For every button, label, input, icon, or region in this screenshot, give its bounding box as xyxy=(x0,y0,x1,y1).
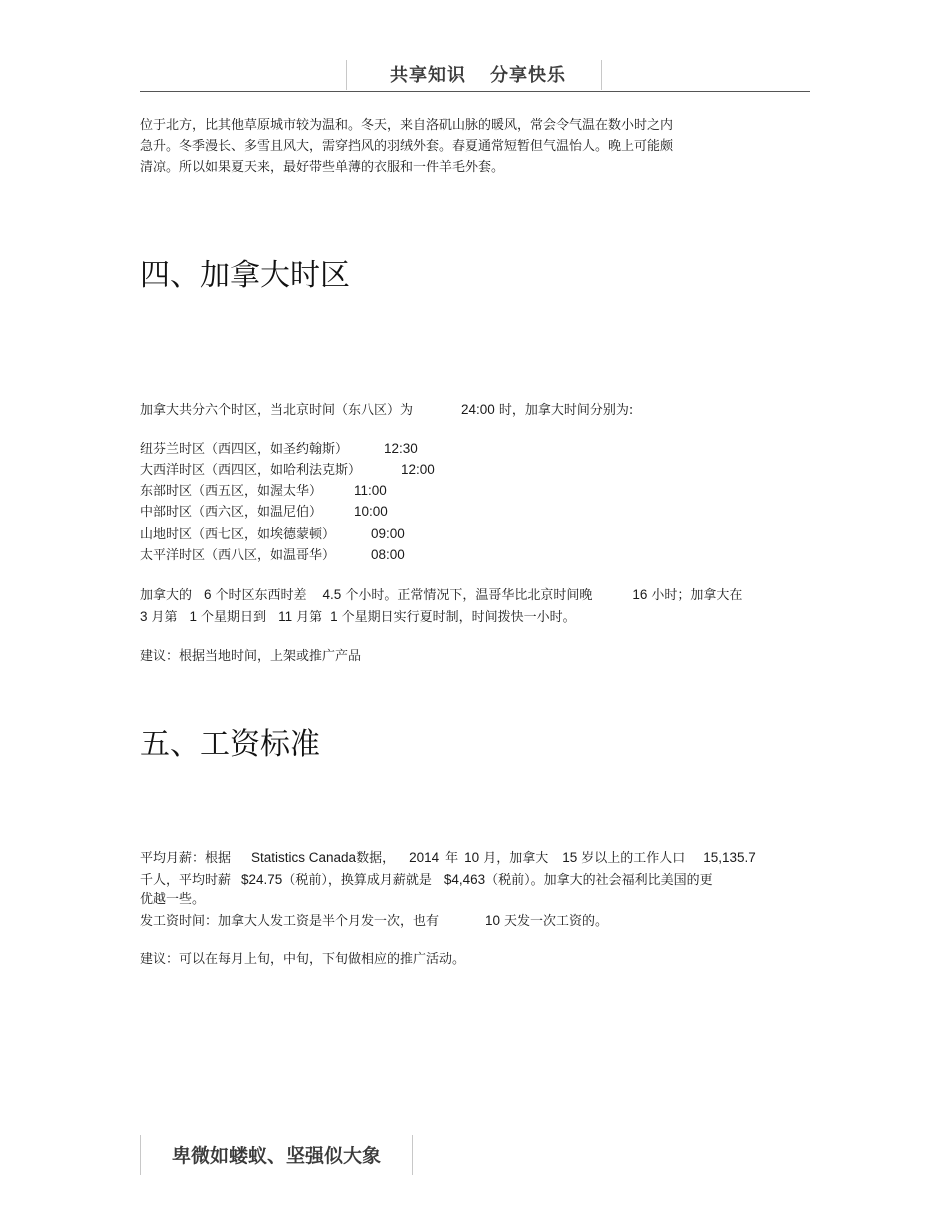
timezone-name: 东部时区（西五区，如渥太华） xyxy=(140,484,323,499)
diff-text: 个时区东西时差 xyxy=(215,588,307,603)
intro-line-1: 位于北方，比其他草原城市较为温和。冬天，来自洛矶山脉的暖风，常会令气温在数小时之内 xyxy=(140,118,674,133)
section-4-title: 四、加拿大时区 xyxy=(140,258,350,293)
salary-text: 年 xyxy=(445,851,459,866)
timezone-row xyxy=(140,459,435,481)
header-divider-right xyxy=(601,60,602,90)
timezone-name: 纽芬兰时区（西四区，如圣约翰斯） xyxy=(140,442,349,457)
salary-text: （税前）。加拿大的社会福利比美国的更 xyxy=(485,873,713,888)
diff-vancouver-hours: 16 xyxy=(632,587,648,602)
diff-text: 个星期日实行夏时制，时间拨快一小时。 xyxy=(341,610,576,625)
timezone-lead-text: 加拿大共分六个时区，当北京时间（东八区）为 xyxy=(140,403,414,418)
timezone-lead xyxy=(140,399,633,421)
timezone-row xyxy=(140,544,405,566)
header-right-text: 分享快乐 xyxy=(490,65,566,86)
timezone-name: 中部时区（西六区，如温尼伯） xyxy=(140,505,323,520)
dst-start-month: 3 xyxy=(140,609,148,624)
timezone-time: 10:00 xyxy=(354,504,388,519)
timezone-time: 12:30 xyxy=(384,441,418,456)
payday-line xyxy=(140,910,608,932)
timezone-name: 大西洋时区（西四区，如哈利法克斯） xyxy=(140,463,362,478)
payday-text: 天发一次工资的。 xyxy=(504,914,609,929)
timezone-advice: 建议：根据当地时间，上架或推广产品 xyxy=(140,649,362,664)
timezone-time: 12:00 xyxy=(401,462,435,477)
dst-end-week: 1 xyxy=(330,609,338,624)
header-rule xyxy=(140,91,810,92)
salary-line-3: 优越一些。 xyxy=(140,892,206,907)
salary-text: 数据， xyxy=(356,851,396,866)
salary-text: 平均月薪：根据 xyxy=(140,851,232,866)
footer-divider-left xyxy=(140,1135,141,1175)
intro-line-2: 急升。冬季漫长、多雪且风大，需穿挡风的羽绒外套。春夏通常短暂但气温怡人。晚上可能颇 xyxy=(140,139,674,154)
timezone-row xyxy=(140,438,418,460)
salary-advice: 建议：可以在每月上旬，中旬，下旬做相应的推广活动。 xyxy=(140,952,466,967)
dst-start-week: 1 xyxy=(189,609,198,624)
timezone-time: 11:00 xyxy=(354,483,387,498)
salary-text: 岁以上的工作人口 xyxy=(581,851,686,866)
footer-divider-right xyxy=(412,1135,413,1175)
timezone-time: 08:00 xyxy=(371,547,405,562)
salary-year: 2014 xyxy=(409,850,440,865)
header-divider-left xyxy=(346,60,347,90)
timezone-lead-time: 24:00 xyxy=(461,402,495,417)
salary-line-2 xyxy=(140,869,713,891)
diff-text: 小时；加拿大在 xyxy=(651,588,743,603)
salary-source: Statistics Canada xyxy=(251,850,357,865)
header-left-text: 共享知识 xyxy=(390,65,466,86)
dst-end-month: 11 xyxy=(278,609,293,624)
page-header xyxy=(390,61,566,87)
timezone-name: 太平洋时区（西八区，如温哥华） xyxy=(140,548,336,563)
salary-age: 15 xyxy=(562,850,578,865)
salary-month: 10 xyxy=(464,850,480,865)
timezone-row xyxy=(140,501,388,523)
salary-workforce: 15,135.7 xyxy=(703,850,756,865)
salary-line-1 xyxy=(140,847,756,869)
payday-text: 发工资时间：加拿大人发工资是半个月发一次，也有 xyxy=(140,914,440,929)
diff-text: 月第 xyxy=(151,610,178,625)
diff-text: 个小时。正常情况下，温哥华比北京时间晚 xyxy=(345,588,593,603)
section-5-title: 五、工资标准 xyxy=(140,727,320,762)
timezone-name: 山地时区（西七区，如埃德蒙顿） xyxy=(140,527,336,542)
diff-hours: 4.5 xyxy=(322,587,342,602)
timezone-diff-line-1 xyxy=(140,584,742,606)
salary-hourly: $24.75 xyxy=(241,872,283,887)
timezone-row xyxy=(140,523,405,545)
payday-days: 10 xyxy=(485,913,501,928)
page-footer: 卑微如蝼蚁、坚强似大象 xyxy=(172,1145,382,1167)
diff-text: 月第 xyxy=(296,610,323,625)
salary-text: 千人，平均时薪 xyxy=(140,873,232,888)
diff-text: 加拿大的 xyxy=(140,588,193,603)
salary-text: 月，加拿大 xyxy=(483,851,549,866)
timezone-lead-suffix: 时，加拿大时间分别为: xyxy=(498,403,634,418)
timezone-time: 09:00 xyxy=(371,526,405,541)
timezone-diff-line-2 xyxy=(140,606,576,628)
intro-line-3: 清凉。所以如果夏天来，最好带些单薄的衣服和一件羊毛外套。 xyxy=(140,160,505,175)
salary-monthly: $4,463 xyxy=(443,872,486,887)
timezone-row xyxy=(140,480,387,502)
salary-text: （税前），换算成月薪就是 xyxy=(282,873,432,888)
diff-text: 个星期日到 xyxy=(201,610,267,625)
diff-zone-count: 6 xyxy=(204,587,212,602)
